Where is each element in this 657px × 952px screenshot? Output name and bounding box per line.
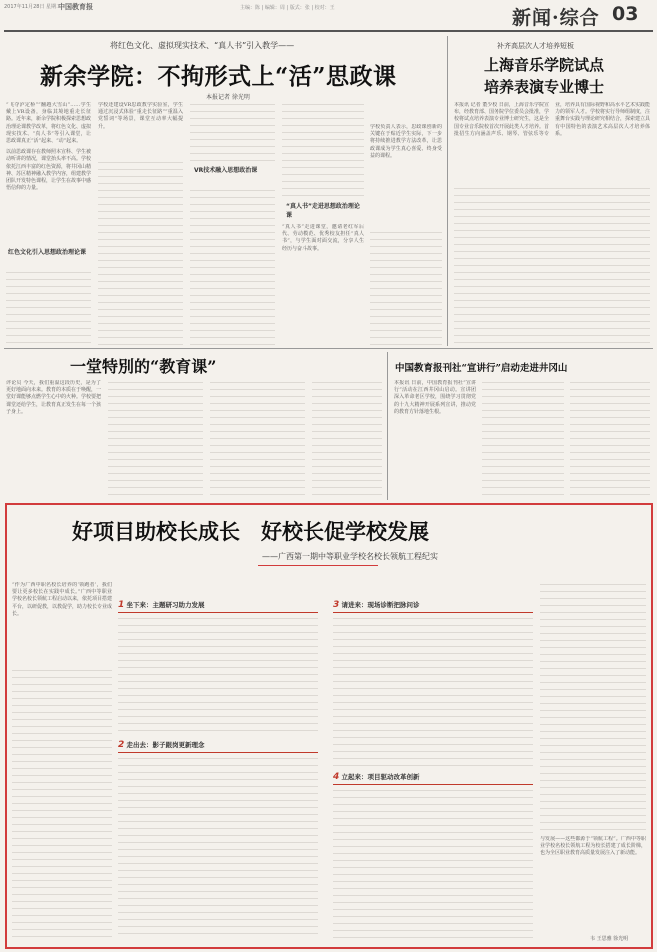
feature-section-4-label: 立起来：项目驱动改革创新 [341, 773, 420, 781]
main-story-col-5-lower [370, 230, 442, 345]
feature-section-1-label: 坐下来：主题研习助力发展 [126, 601, 205, 609]
column-divider [447, 36, 448, 346]
feature-section-1-heading [118, 600, 205, 610]
main-story-col-2-lower [98, 160, 183, 345]
feature-section-3-body [333, 616, 533, 766]
commentary-col-2 [108, 380, 203, 498]
side-story-body-lower [454, 186, 650, 345]
main-story-para-2: 以前思政课存在教师照本宣科、学生被动听讲的情况，课堂抬头率不高。学校依托江西丰富的红色资源，将井冈山精神、苏区精神融入教学内容，组建教学团队开发特色课程，让学生在故事中感悟信仰的力量。 [6, 149, 91, 192]
main-story-col-4-upper [282, 102, 364, 197]
feature-closing [540, 836, 646, 928]
main-story-subhead-3: “真人书”走进思想政治理论课 [286, 203, 360, 219]
feature-section-3-label: 请进来：现场诊断把脉问诊 [341, 601, 420, 609]
feature-section-2-heading [118, 740, 205, 750]
feature-section-2-body [118, 756, 318, 940]
commentary-col-4 [312, 380, 382, 498]
main-story-subhead-1: 红色文化引入思想政治理论课 [8, 249, 87, 256]
section-title: 新闻·综合 [512, 7, 600, 29]
main-story-col-1-lower [6, 270, 91, 345]
feature-closing-text: 与发展——这些都源于“领航工程”。广西中等职业学校名校长领航工程为校长搭建了成长阶梯，也为全区职业教育高质量发展注入了新动能。 [540, 836, 646, 857]
column-divider-2 [387, 352, 388, 500]
feature-section-4-rule [333, 784, 533, 785]
feature-subtitle: ——广西第一期中等职业学校名校长领航工程纪实 [262, 552, 438, 561]
commentary-col-3 [210, 380, 305, 498]
page-number: 03 [612, 3, 639, 25]
feature-section-1-num: 1 [118, 600, 125, 610]
side-story-title-line-2: 培养表演专业博士 [484, 78, 605, 96]
feature-section-2-num: 2 [118, 740, 125, 750]
commentary-title: 一堂特別的“教育课” [70, 357, 217, 376]
main-story-para-4: “真人书”走进课堂，邀请老红军后代、劳动模范、优秀校友担任“真人书”，与学生面对面交流，分享人生经历与奋斗故事。 [282, 224, 364, 252]
feature-closing-upper [540, 582, 646, 832]
feature-credit: 韦 王思雅 徐光明 [590, 936, 629, 942]
brief-body [394, 380, 476, 498]
main-story-para-3: 学校还建设VR思政教学实验室，学生通过沉浸式体验“重走长征路”“重温入党誓词”等场景，课堂互动率大幅提升。 [98, 102, 183, 130]
feature-section-4-body [333, 788, 533, 940]
side-story-kicker: 补齐高层次人才培养短板 [497, 42, 574, 50]
feature-title: 好项目助校长成长 好校长促学校发展 [72, 519, 429, 544]
feature-section-4-num: 4 [333, 772, 340, 782]
main-story-col-3-lower [190, 188, 275, 345]
feature-section-3-rule [333, 612, 533, 613]
feature-intro-lower [12, 668, 112, 940]
section-divider [4, 348, 653, 349]
feature-section-3-heading [333, 600, 420, 610]
feature-section-1-rule [118, 612, 318, 613]
masthead-logo: 中国教育报 [58, 2, 93, 11]
main-story-para-5: 学校负责人表示，思政课创新的关键在于贴近学生实际，下一步将持续推进教学方法改革，让思政课成为学生真心喜爱、终身受益的课程。 [370, 124, 442, 159]
main-story-byline: 本报记者 徐光明 [206, 94, 250, 101]
brief-body-text: 本报讯 日前，中国教育报刊社“宣讲行”活动在江西井冈山启动。宣讲团深入革命老区学校，围绕学习贯彻党的十九大精神开展系列宣讲，推动党的教育方针落地生根。 [394, 380, 476, 415]
commentary-body [6, 380, 101, 498]
side-story-title-line-1: 上海音乐学院试点 [484, 56, 605, 74]
feature-section-2-label: 走出去：影子跟岗更新理念 [126, 741, 205, 749]
masthead-contacts: 主编：陈 | 编辑：周 | 版式：张 | 校对：王 [240, 5, 335, 11]
masthead-divider [4, 30, 653, 32]
main-story-subhead-2: VR技术融入思想政治课 [194, 167, 258, 174]
masthead-date: 2017年11月28日 星期二 [4, 4, 62, 10]
commentary-body-text: 评论员 今天，我们重温这段历史，是为了更好地面向未来。教育的本质在于唤醒，一堂好课能够点燃学生心中的火种。学校要把课堂还给学生，让教育真正发生在每一个孩子身上。 [6, 380, 101, 415]
brief-col-2 [482, 380, 564, 498]
feature-title-rule [258, 565, 378, 566]
main-story-col-4 [282, 224, 364, 345]
main-story-title: 新余学院：不拘形式上“活”思政课 [40, 63, 397, 90]
main-story-kicker: 将红色文化、虚拟现实技术、“真人书”引入教学—— [110, 41, 295, 50]
main-story-para-1: “飞夺泸定桥”“翻越大雪山”……学生戴上VR设备，身临其境地重走长征路。近年来，新余学院积极探索思想政治理论课教学改革，将红色文化、虚拟现实技术、“真人书”等引入课堂，让思政课真正“活”起来、“动”起来。 [6, 102, 91, 145]
brief-title: 中国教育报刊社“宣讲行”启动走进井冈山 [395, 363, 568, 374]
side-story-body-text: 本报讯 记者 董少校 日前，上海音乐学院宣布，经教育部、国务院学位委员会批准，学校将试点培养表演专业博士研究生，这是全国专业音乐院校首次开展此类人才培养。首批招生方向涵盖声乐、钢琴、管弦乐等专业，培养具有国际视野和高水平艺术实践能力的领军人才。学校将实行导师组制度，注重舞台实践与理论研究相结合，探索建立具有中国特色的表演艺术高层次人才培养体系。 [454, 102, 650, 137]
feature-section-1-body [118, 616, 318, 734]
feature-section-4-heading [333, 772, 420, 782]
feature-section-2-rule [118, 752, 318, 753]
masthead [0, 0, 657, 30]
feature-intro-text: “作为广西中职名校长培养的‘领跑者’，我们要让更多校长在实践中成长。”广西中等职业学校名校长领航工程启动以来，依托项目搭建平台，以研促教，以教促学，助力校长专业成长。 [12, 582, 112, 617]
brief-col-3 [570, 380, 650, 498]
feature-section-3-num: 3 [333, 600, 340, 610]
main-story-col-3-upper [190, 102, 275, 162]
